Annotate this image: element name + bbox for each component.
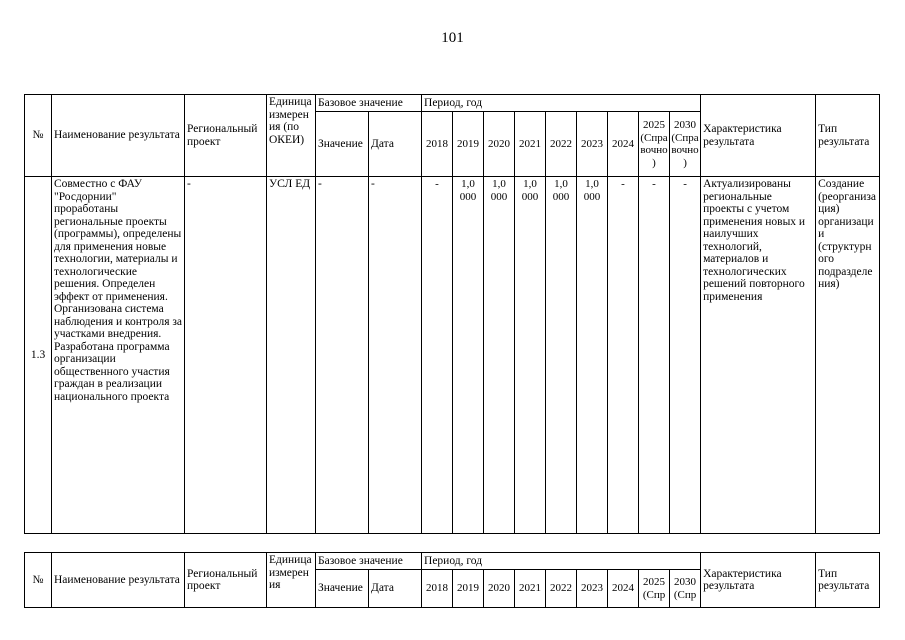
row-type: Создание (реорганизация) организации (структурного подразделения) — [816, 177, 880, 534]
header-year: 2022 — [546, 570, 577, 608]
header-num: № — [25, 95, 52, 177]
header-base: Базовое значение — [316, 553, 422, 570]
header-base-date: Дата — [369, 570, 422, 608]
row-name: Совместно с ФАУ "Росдорнии" проработаны региональные проекты (программы), определены для применения новые технологии, материалы и технологические решения. Определен эффект от применения. Организована система наблюдения и контроля за участками внедрения. Разработана программа организации общественного участия граждан в реализации национального проекта — [52, 177, 185, 534]
row-value: 1,0 000 — [577, 177, 608, 534]
header-year: 2025 (Справочно) — [639, 112, 670, 177]
results-table-continued — [24, 552, 880, 608]
header-year: 2020 — [484, 112, 515, 177]
header-name: Наименование результата — [52, 95, 185, 177]
row-base-date: - — [369, 177, 422, 534]
row-value: 1,0 000 — [484, 177, 515, 534]
row-value: - — [422, 177, 453, 534]
header-period: Период, год — [422, 95, 701, 112]
row-num: 1.3 — [25, 177, 52, 534]
header-year: 2030 (Спр — [670, 570, 701, 608]
header-type: Тип результата — [816, 95, 880, 177]
header-base-value: Значение — [316, 570, 369, 608]
row-value: 1,0 000 — [515, 177, 546, 534]
header-year: 2021 — [515, 570, 546, 608]
header-unit-text: Единица измерен ия — [269, 554, 312, 591]
row-value: - — [608, 177, 639, 534]
header-year: 2020 — [484, 570, 515, 608]
table-header-row — [25, 95, 880, 112]
header-project: Региональный проект — [185, 553, 267, 608]
header-year: 2019 — [453, 570, 484, 608]
row-value: - — [670, 177, 701, 534]
row-value: - — [639, 177, 670, 534]
header-num: № — [25, 553, 52, 608]
table-row — [25, 177, 880, 534]
header-characteristic: Характеристика результата — [701, 95, 816, 177]
header-project: Региональный проект — [185, 95, 267, 177]
table-header-row — [25, 553, 880, 570]
row-base-value: - — [316, 177, 369, 534]
header-year: 2019 — [453, 112, 484, 177]
header-base: Базовое значение — [316, 95, 422, 112]
results-table — [24, 94, 880, 534]
header-year: 2030 (Справочно) — [670, 112, 701, 177]
header-base-value: Значение — [316, 112, 369, 177]
row-value: 1,0 000 — [546, 177, 577, 534]
header-year: 2024 — [608, 570, 639, 608]
header-unit — [267, 553, 316, 608]
page-number: 101 — [441, 30, 464, 46]
header-unit: Единица измерения (по ОКЕИ) — [267, 95, 316, 177]
header-type: Тип результата — [816, 553, 880, 608]
row-project: - — [185, 177, 267, 534]
header-year: 2018 — [422, 112, 453, 177]
header-year: 2024 — [608, 112, 639, 177]
header-name: Наименование результата — [52, 553, 185, 608]
row-value: 1,0 000 — [453, 177, 484, 534]
header-year: 2023 — [577, 570, 608, 608]
header-period: Период, год — [422, 553, 701, 570]
header-year: 2022 — [546, 112, 577, 177]
header-year: 2025 (Спр — [639, 570, 670, 608]
header-year: 2021 — [515, 112, 546, 177]
header-characteristic: Характеристика результата — [701, 553, 816, 608]
header-year: 2023 — [577, 112, 608, 177]
row-unit: УСЛ ЕД — [267, 177, 316, 534]
header-base-date: Дата — [369, 112, 422, 177]
row-characteristic: Актуализированы региональные проекты с учетом применения новых и наилучших технологий, материалов и технологических решений повторного применения — [701, 177, 816, 534]
header-year: 2018 — [422, 570, 453, 608]
